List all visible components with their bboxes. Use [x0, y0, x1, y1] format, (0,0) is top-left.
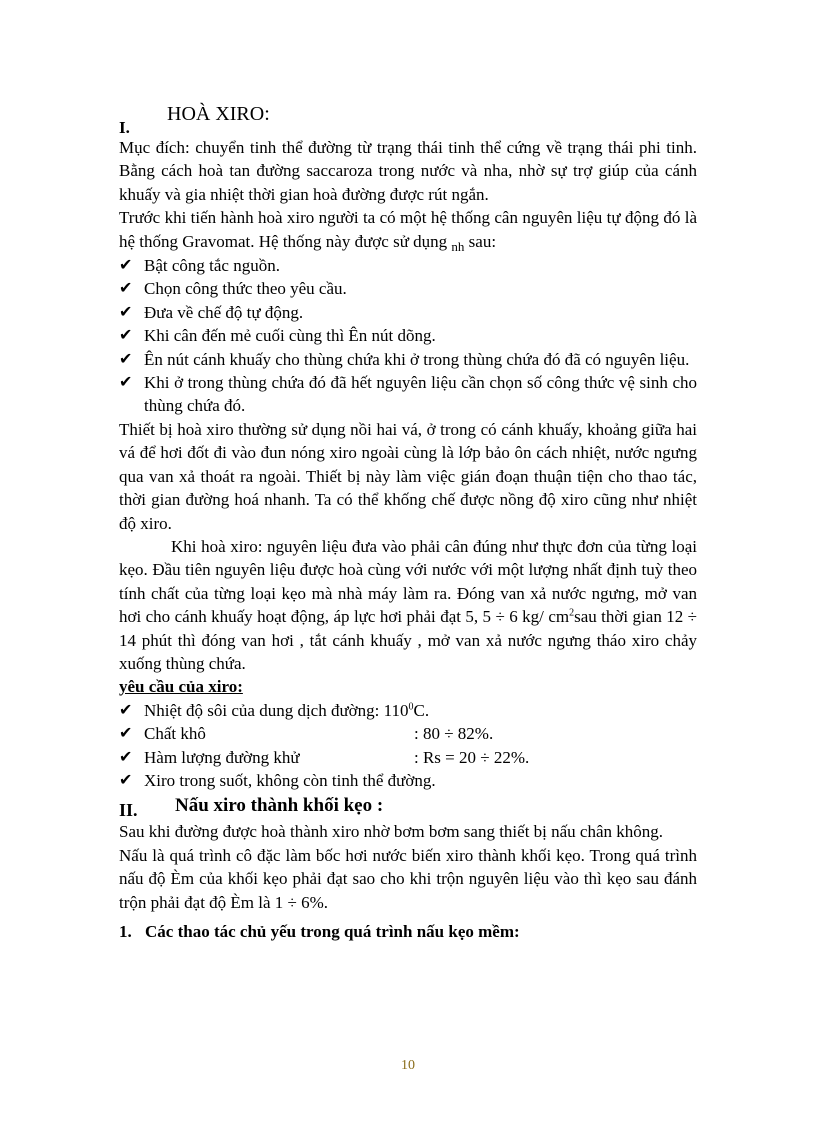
section-heading-2	[119, 794, 697, 820]
list-item: ✔ Nhiệt độ sôi của dung dịch đường: $110^0C$.	[119, 699, 697, 722]
list-item: ✔ Chọn công thức theo yêu cầu.	[119, 277, 697, 300]
section-number: I.	[119, 118, 130, 137]
document-page	[119, 96, 697, 943]
section-title: Nấu xiro thành khối kẹo :	[175, 795, 384, 817]
list-item: ✔ Đưa về chế độ tự động.	[119, 301, 697, 324]
list-item: ✔ Bật công tắc nguồn.	[119, 254, 697, 277]
check-icon: ✔	[119, 374, 133, 392]
subsection-heading	[119, 920, 697, 943]
cooking-paragraph: Nấu là quá trình cô đặc làm bốc hơi nước biến xiro thành khối kẹo. Trong quá trình nấu độ Èm của khối kẹo phải đạt sao cho khi trộn nguyên liệu vào thì kẹo sau đánh trộn phải đạt độ Èm là 1 ÷ 6%.	[119, 845, 697, 912]
check-icon: ✔	[119, 257, 133, 275]
check-icon: ✔	[119, 303, 133, 321]
check-icon: ✔	[119, 350, 133, 368]
subsection-title: Các thao tác chủ yếu trong quá trình nấu kẹo mềm:	[145, 922, 520, 941]
cooking-intro-paragraph: Sau khi đường được hoà thành xiro nhờ bơm bơm sang thiết bị nấu chân không.	[119, 822, 664, 842]
process-paragraph: Khi hoà xiro: nguyên liệu đưa vào phải cân đúng như thực đơn của từng loại kẹo. Đầu tiên nguyên liệu được hoà cùng với nước với một lượng nhất định tuỳ theo tính chất của từng loại kẹo mà nhà máy làm ra. Đóng van xả nước ngưng, mở van hơi cho cánh khuấy hoạt động, áp lực hơi phải đạt 5, 5 ÷ 6 kg/ $cm^2sau$ thời gian 12 ÷ 14 phút thì đóng van hơi , tắt cánh khuấy , mở van xả nước ngưng tháo xiro chảy xuống thùng chứa.	[119, 536, 697, 673]
check-icon: ✔	[119, 725, 133, 743]
list-item: ✔ Xiro trong suốt, không còn tinh thể đường.	[119, 769, 697, 792]
section-number: II.	[119, 800, 138, 821]
check-icon: ✔	[119, 748, 133, 766]
steps-list	[119, 254, 697, 418]
list-item: ✔ Khi ở trong thùng chứa đó đã hết nguyên liệu cần chọn số công thức vệ sinh cho thùng chứa đó.	[119, 373, 697, 416]
equipment-paragraph: Thiết bị hoà xiro thường sử dụng nồi hai vá, ở trong có cánh khuấy, khoảng giữa hai vá để hơi đốt đi vào đun nóng xiro ngoài cùng là lớp bảo ôn cách nhiệt, nước ngưng qua van xả thoát ra ngoài. Thiết bị này làm việc gián đoạn thuận tiện cho thao tác, thời gian đường hoá nhanh. Ta có thể khống chế được nồng độ xiro cũng như nhiệt độ xiro.	[119, 419, 697, 533]
requirements-list	[119, 699, 697, 793]
list-item: ✔ Chất khô : 80 ÷ 82%.	[119, 722, 697, 745]
check-icon: ✔	[119, 771, 133, 789]
section-heading-1	[119, 96, 697, 136]
section-title: HOÀ XIRO:	[167, 103, 270, 125]
purpose-paragraph: Mục đích: chuyển tinh thể đường từ trạng thái tinh thể cứng về trạng thái phi tinh. Bằng cách hoà tan đường saccaroza trong nước và nha, nhờ sự trợ giúp của cánh khuấy và gia nhiệt thời gian hoà đường được rút ngắn.	[119, 138, 697, 204]
list-item: ✔ Hàm lượng đường khử : Rs = 20 ÷ 22%.	[119, 746, 697, 769]
list-item: ✔ Ên nút cánh khuấy cho thùng chứa khi ở trong thùng chứa đó đã có nguyên liệu.	[119, 348, 697, 371]
check-icon: ✔	[119, 280, 133, 298]
check-icon: ✔	[119, 701, 133, 719]
page-number: 10	[401, 1058, 415, 1073]
subsection-number: 1.	[119, 922, 132, 941]
intro-paragraph: Trước khi tiến hành hoà xiro người ta có một hệ thống cân nguyên liệu tự động đó là hệ thống Gravomat. Hệ thống này được sử dụng $_{nh}$ sau:	[119, 208, 697, 254]
check-icon: ✔	[119, 327, 133, 345]
list-item: ✔ Khi cân đến mẻ cuối cùng thì Ên nút dõng.	[119, 324, 697, 347]
requirements-title: yêu cầu của xiro:	[119, 677, 243, 697]
